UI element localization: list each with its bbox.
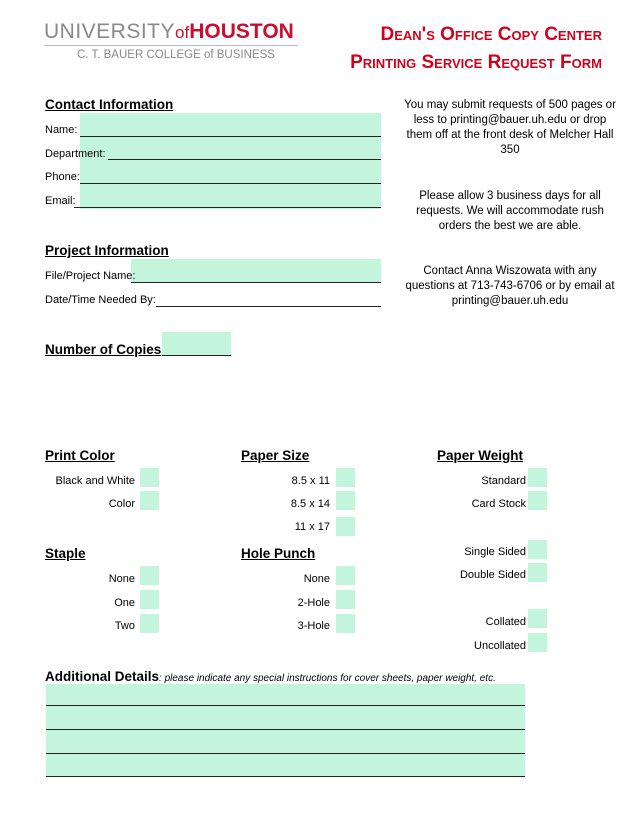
checkbox-standard[interactable] [528, 468, 547, 487]
email-label: Email: [45, 195, 76, 207]
department-label: Department: [45, 148, 106, 160]
checkbox-3-hole[interactable] [336, 614, 355, 633]
checkbox-2-hole[interactable] [336, 590, 355, 609]
option-staple-none: None [108, 573, 135, 585]
logo-divider [44, 45, 298, 46]
paper-size-heading: Paper Size [241, 448, 310, 463]
department-input[interactable] [108, 146, 381, 160]
form-title-line1: Dean's Office Copy Center [380, 24, 602, 45]
option-staple-two: Two [114, 620, 135, 632]
checkbox-hole-none[interactable] [336, 566, 355, 585]
info-submit: You may submit requests of 500 pages or less to printing@bauer.uh.edu or drop them off at the front desk of Melcher Hall 350 [404, 99, 616, 156]
phone-input[interactable] [80, 170, 381, 184]
logo-houston: HOUSTON [189, 20, 294, 43]
copies-input[interactable] [162, 342, 231, 356]
staple-heading: Staple [45, 546, 86, 561]
option-color: Color [108, 498, 135, 510]
name-input[interactable] [80, 123, 381, 137]
option-3-hole: 3-Hole [297, 620, 330, 632]
checkbox-staple-one[interactable] [140, 590, 159, 609]
details-line-1[interactable] [46, 684, 525, 706]
copies-label: Number of Copies [45, 342, 162, 357]
details-line-3[interactable] [46, 732, 525, 754]
print-color-heading: Print Color [45, 448, 115, 463]
option-black-and-white: Black and White [55, 475, 135, 487]
option-card-stock: Card Stock [471, 498, 526, 510]
checkbox-11x17[interactable] [336, 517, 355, 536]
option-hole-none: None [303, 573, 330, 585]
checkbox-single-sided[interactable] [528, 540, 547, 559]
file-name-label: File/Project Name: [45, 270, 136, 282]
checkbox-staple-two[interactable] [140, 614, 159, 633]
info-turnaround: Please allow 3 business days for all requests. We will accommodate rush orders the best we are able. [416, 190, 604, 232]
option-double-sided: Double Sided [459, 569, 526, 581]
checkbox-8-5x11[interactable] [336, 468, 355, 487]
option-standard: Standard [481, 475, 526, 487]
details-line-4[interactable] [46, 755, 525, 777]
form-title-line2: Printing Service Request Form [350, 52, 602, 73]
paper-weight-heading: Paper Weight [437, 448, 524, 463]
option-collated: Collated [485, 616, 526, 628]
checkbox-uncollated[interactable] [528, 633, 547, 652]
phone-label: Phone: [45, 171, 80, 183]
logo [44, 20, 304, 70]
logo-of: of [175, 23, 190, 42]
details-line-2[interactable] [46, 708, 525, 730]
datetime-label: Date/Time Needed By: [45, 294, 156, 306]
info-contact: Contact Anna Wiszowata with any questions at 713-743-6706 or by email at printing@bauer.uh.edu [405, 265, 615, 307]
contact-heading: Contact Information [45, 97, 174, 112]
details-heading: Additional Details [45, 669, 160, 684]
checkbox-8-5x14[interactable] [336, 491, 355, 510]
option-2-hole: 2-Hole [297, 597, 330, 609]
details-hint: : please indicate any special instructions for cover sheets, paper weight, etc. [159, 673, 496, 684]
logo-college: C. T. BAUER COLLEGE of BUSINESS [77, 49, 275, 61]
option-8-5x14: 8.5 x 14 [290, 498, 330, 510]
checkbox-collated[interactable] [528, 609, 547, 628]
hole-punch-heading: Hole Punch [241, 546, 316, 561]
file-name-input[interactable] [131, 269, 381, 283]
option-staple-one: One [114, 597, 135, 609]
project-heading: Project Information [45, 243, 169, 258]
checkbox-card-stock[interactable] [528, 491, 547, 510]
checkbox-double-sided[interactable] [528, 563, 547, 582]
option-uncollated: Uncollated [474, 640, 526, 652]
email-input[interactable] [74, 194, 381, 208]
logo-university: UNIVERSITY [44, 20, 176, 43]
option-single-sided: Single Sided [464, 546, 526, 558]
checkbox-staple-none[interactable] [140, 566, 159, 585]
name-label: Name: [45, 124, 78, 136]
copies-label-group [45, 342, 164, 357]
datetime-input[interactable] [156, 293, 381, 307]
checkbox-black-and-white[interactable] [140, 468, 159, 487]
checkbox-color[interactable] [140, 491, 159, 510]
option-11x17: 11 x 17 [294, 521, 330, 533]
option-8-5x11: 8.5 x 11 [291, 475, 330, 487]
